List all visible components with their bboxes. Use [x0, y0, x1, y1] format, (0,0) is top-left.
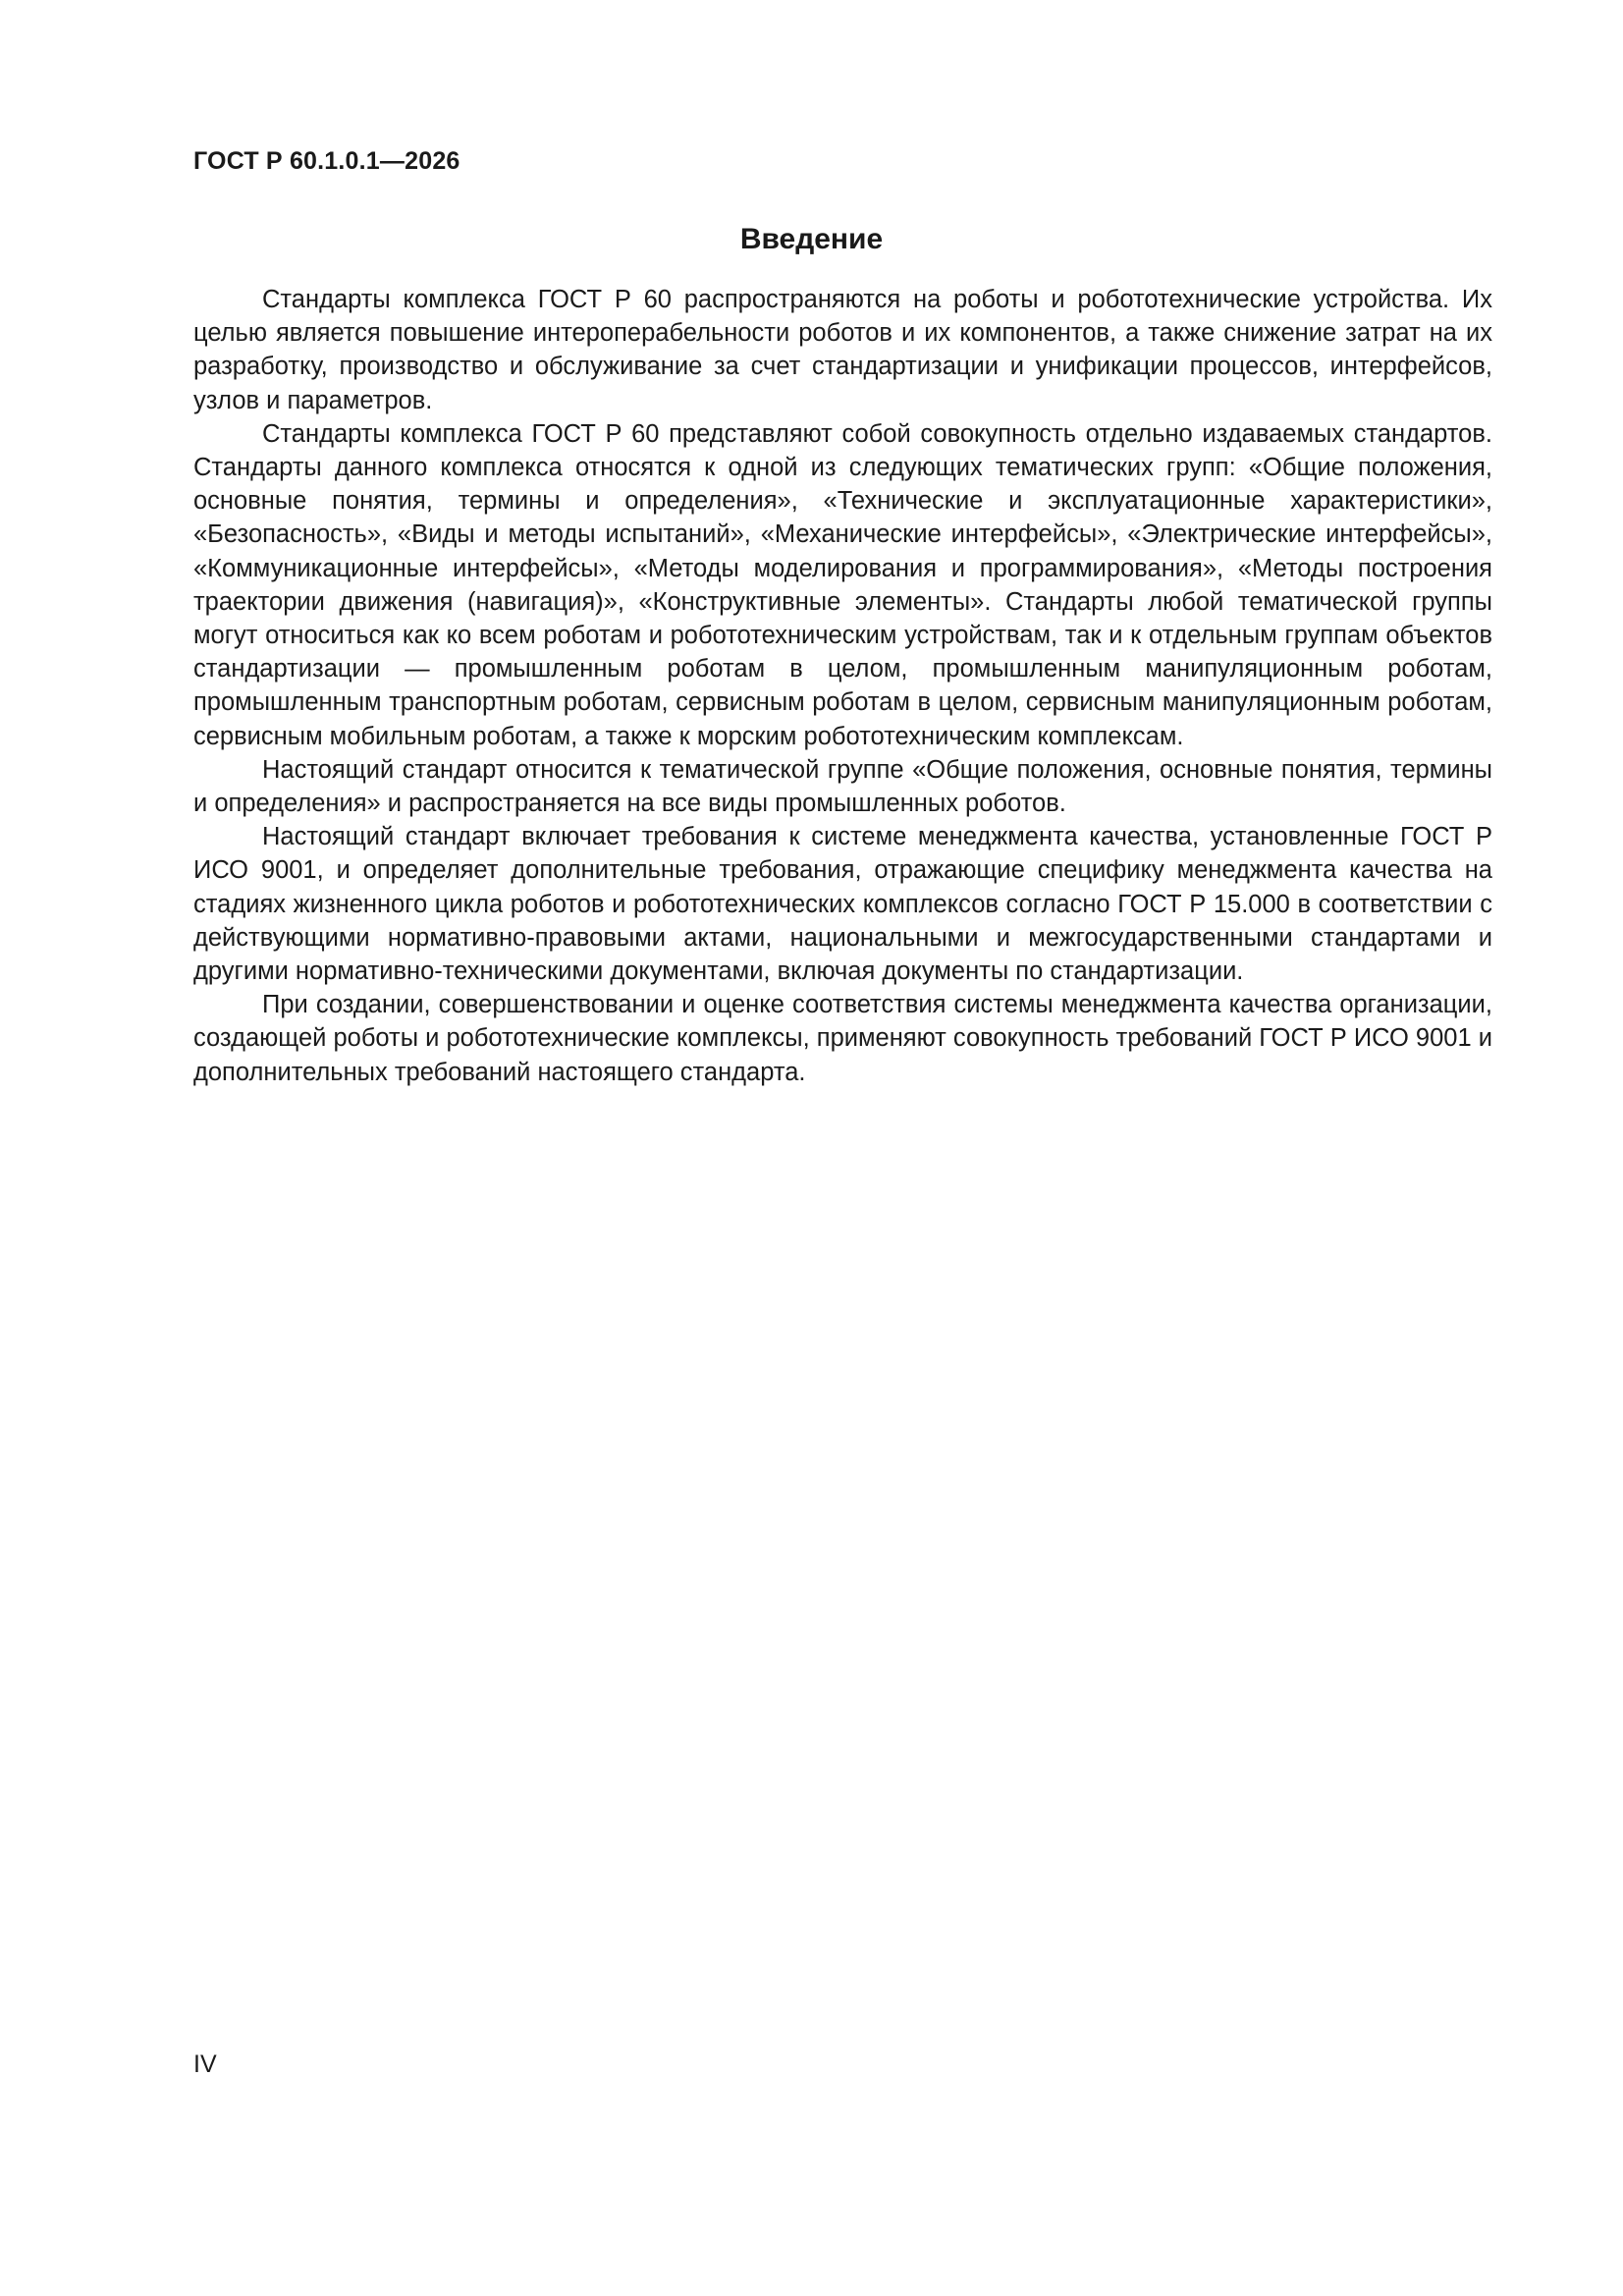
- paragraph-4: Настоящий стандарт включает требования к системе менеджмента качества, установленные ГОСТ Р ИСО 9001, и определяет дополнительные требования, отражающие специфику менеджмента качества на стадиях жизненного цикла роботов и робототехнических комплексов согласно ГОСТ Р 15.000 в соответствии с действующими нормативно-правовыми актами, национальными и межгосударственными стандартами и другими нормативно-техническими документами, включая документы по стандартизации.: [193, 823, 1492, 986]
- paragraph-2: Стандарты комплекса ГОСТ Р 60 представляют собой совокупность отдельно издаваемых стандартов. Стандарты данного комплекса относятся к одной из следующих тематических групп: «Общие положения, основные понятия, термины и определения», «Технические и эксплуатационные характеристики», «Безопасность», «Виды и методы испытаний», «Механические интерфейсы», «Электрические интерфейсы», «Коммуникационные интерфейсы», «Методы моделирования и программирования», «Методы построения траектории движения (навигация)», «Конструктивные элементы». Стандарты любой тематической группы могут относиться как ко всем роботам и робототехническим устройствам, так и к отдельным группам объектов стандартизации — промышленным роботам в целом, промышленным манипуляционным роботам, промышленным транспортным роботам, сервисным роботам в целом, сервисным манипуляционным роботам, сервисным мобильным роботам, а также к морским робототехническим комплексам.: [193, 419, 1492, 750]
- paragraph-1: Стандарты комплекса ГОСТ Р 60 распространяются на роботы и робототехнические устройства. Их целью является повышение интероперабельности роботов и их компонентов, а также снижение затрат на их разработку, производство и обслуживание за счет стандартизации и унификации процессов, интерфейсов, узлов и параметров.: [193, 286, 1492, 414]
- page-number: IV: [193, 2050, 217, 2078]
- paragraph-3: Настоящий стандарт относится к тематической группе «Общие положения, основные понятия, термины и определения» и распространяется на все виды промышленных роботов.: [193, 755, 1492, 818]
- section-title: Введение: [739, 223, 884, 255]
- paragraph-5: При создании, совершенствовании и оценке соответствия системы менеджмента качества организации, создающей роботы и робототехнические комплексы, применяют совокупность требований ГОСТ Р ИСО 9001 и дополнительных требований настоящего стандарта.: [193, 991, 1492, 1086]
- document-code: ГОСТ Р 60.1.0.1—2026: [193, 147, 460, 175]
- body-text: [193, 283, 1492, 1089]
